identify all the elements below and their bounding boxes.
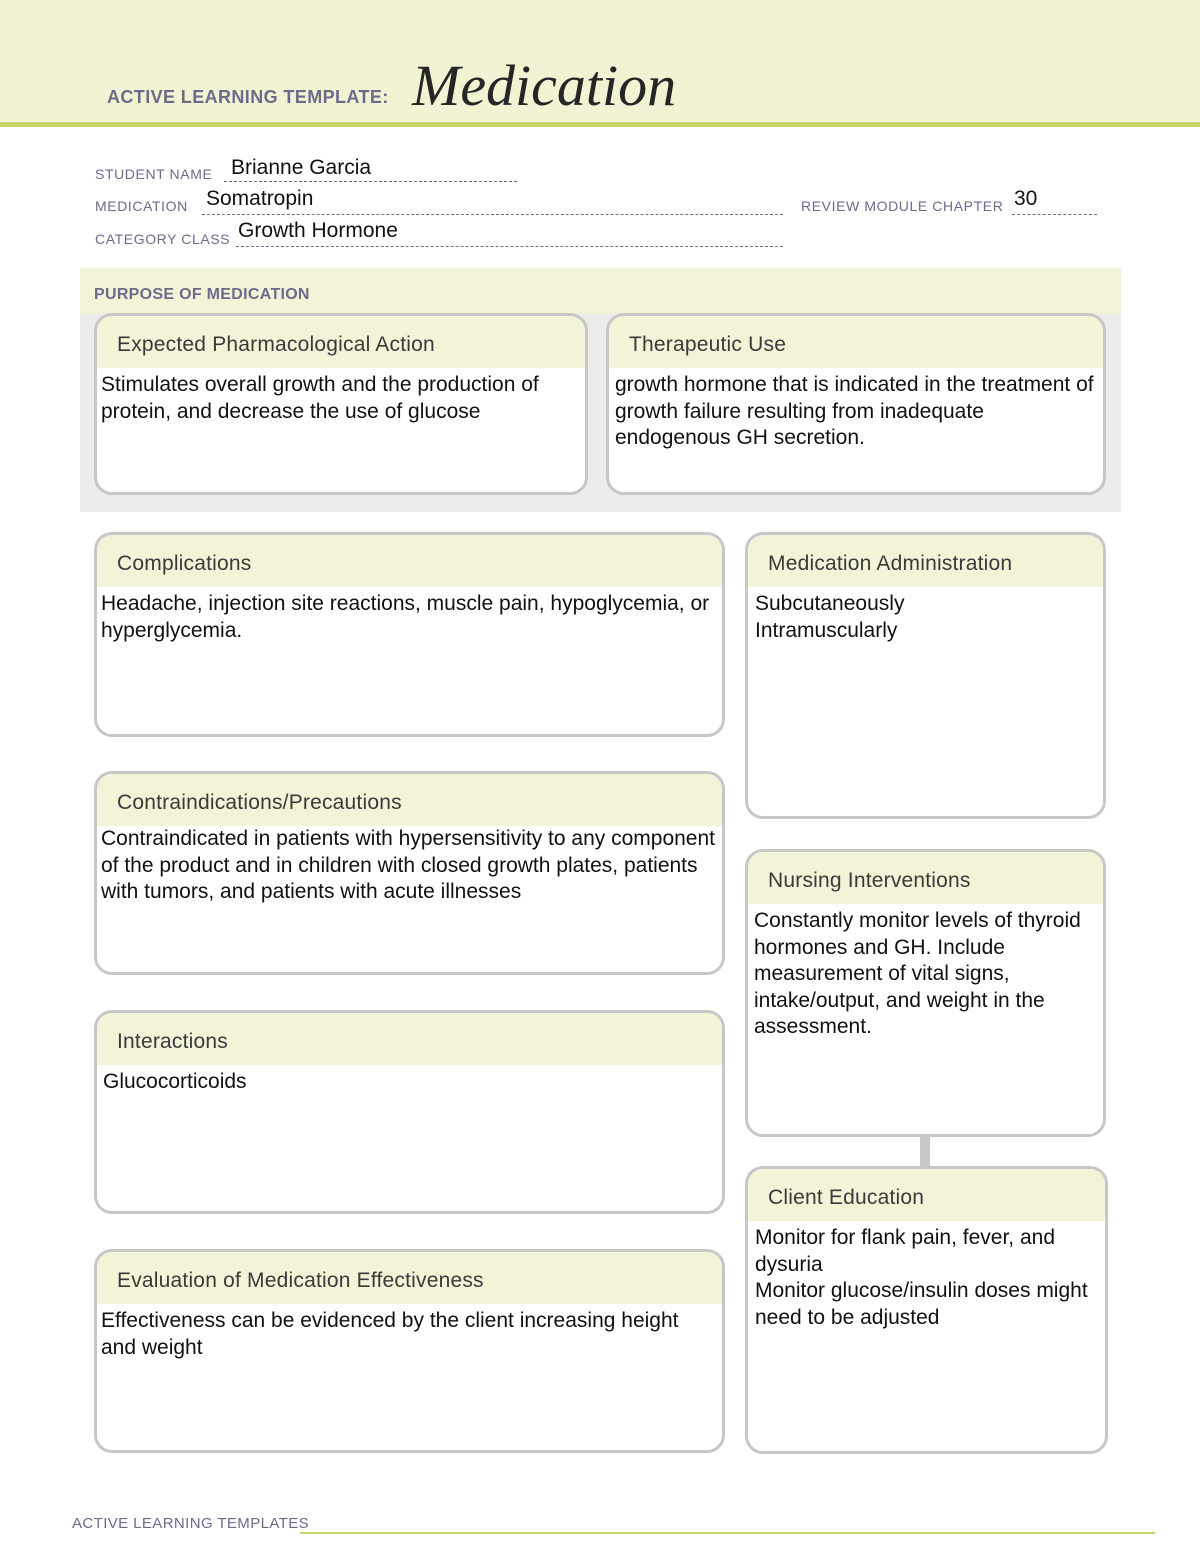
therapeutic-use-title: Therapeutic Use: [609, 316, 1103, 368]
contraindications-title: Contraindications/Precautions: [97, 774, 722, 826]
review-module-line: [1012, 214, 1097, 215]
interactions-box: [94, 1010, 725, 1214]
student-name-value[interactable]: Brianne Garcia: [231, 156, 372, 179]
client-education-box: [745, 1166, 1108, 1454]
category-class-line: [236, 246, 783, 247]
evaluation-box: [94, 1249, 725, 1453]
box-connector: [920, 1136, 930, 1166]
template-title: Medication: [412, 53, 677, 118]
header-divider: [0, 122, 1200, 127]
nursing-interventions-box: [745, 849, 1106, 1137]
template-label: ACTIVE LEARNING TEMPLATE:: [107, 87, 389, 107]
category-class-value[interactable]: Growth Hormone: [238, 219, 398, 242]
contraindications-text[interactable]: Contraindicated in patients with hypersensitivity to any component of the product and in children with closed growth plates, patients with tumors, and patients with acute illnesses: [101, 827, 716, 903]
medication-value[interactable]: Somatropin: [206, 187, 314, 210]
student-name-label: STUDENT NAME: [95, 166, 213, 182]
evaluation-title: Evaluation of Medication Effectiveness: [97, 1252, 722, 1304]
medication-label: MEDICATION: [95, 198, 188, 214]
review-module-label: REVIEW MODULE CHAPTER: [801, 198, 1004, 214]
interactions-text[interactable]: Glucocorticoids: [103, 1070, 247, 1093]
complications-box: [94, 532, 725, 737]
footer-divider: [300, 1532, 1155, 1534]
medication-administration-title: Medication Administration: [748, 535, 1103, 587]
expected-action-title: Expected Pharmacological Action: [97, 316, 585, 368]
footer-label: ACTIVE LEARNING TEMPLATES: [72, 1515, 309, 1532]
contraindications-box: [94, 771, 725, 975]
medication-line: [202, 214, 783, 215]
nursing-interventions-text[interactable]: Constantly monitor levels of thyroid hormones and GH. Include measurement of vital signs, intake/output, and weight in the assessment.: [754, 909, 1081, 1038]
review-module-value[interactable]: 30: [1014, 187, 1038, 210]
complications-title: Complications: [97, 535, 722, 587]
evaluation-text[interactable]: Effectiveness can be evidenced by the client increasing height and weight: [101, 1309, 679, 1359]
client-education-title: Client Education: [748, 1169, 1105, 1221]
expected-action-box: [94, 313, 588, 495]
interactions-title: Interactions: [97, 1013, 722, 1065]
expected-action-text[interactable]: Stimulates overall growth and the production of protein, and decrease the use of glucose: [101, 373, 539, 423]
therapeutic-use-box: [606, 313, 1106, 495]
client-education-text[interactable]: Monitor for flank pain, fever, and dysuria Monitor glucose/insulin doses might need to be adjusted: [755, 1226, 1088, 1329]
complications-text[interactable]: Headache, injection site reactions, muscle pain, hypoglycemia, or hyperglycemia.: [101, 592, 710, 642]
nursing-interventions-title: Nursing Interventions: [748, 852, 1103, 904]
student-name-line: [224, 181, 517, 182]
medication-administration-box: [745, 532, 1106, 819]
therapeutic-use-text[interactable]: growth hormone that is indicated in the treatment of growth failure resulting from inadequate endogenous GH secretion.: [615, 373, 1094, 449]
medication-administration-text[interactable]: Subcutaneously Intramuscularly: [755, 592, 905, 642]
purpose-label: PURPOSE OF MEDICATION: [94, 286, 310, 303]
category-class-label: CATEGORY CLASS: [95, 231, 231, 247]
